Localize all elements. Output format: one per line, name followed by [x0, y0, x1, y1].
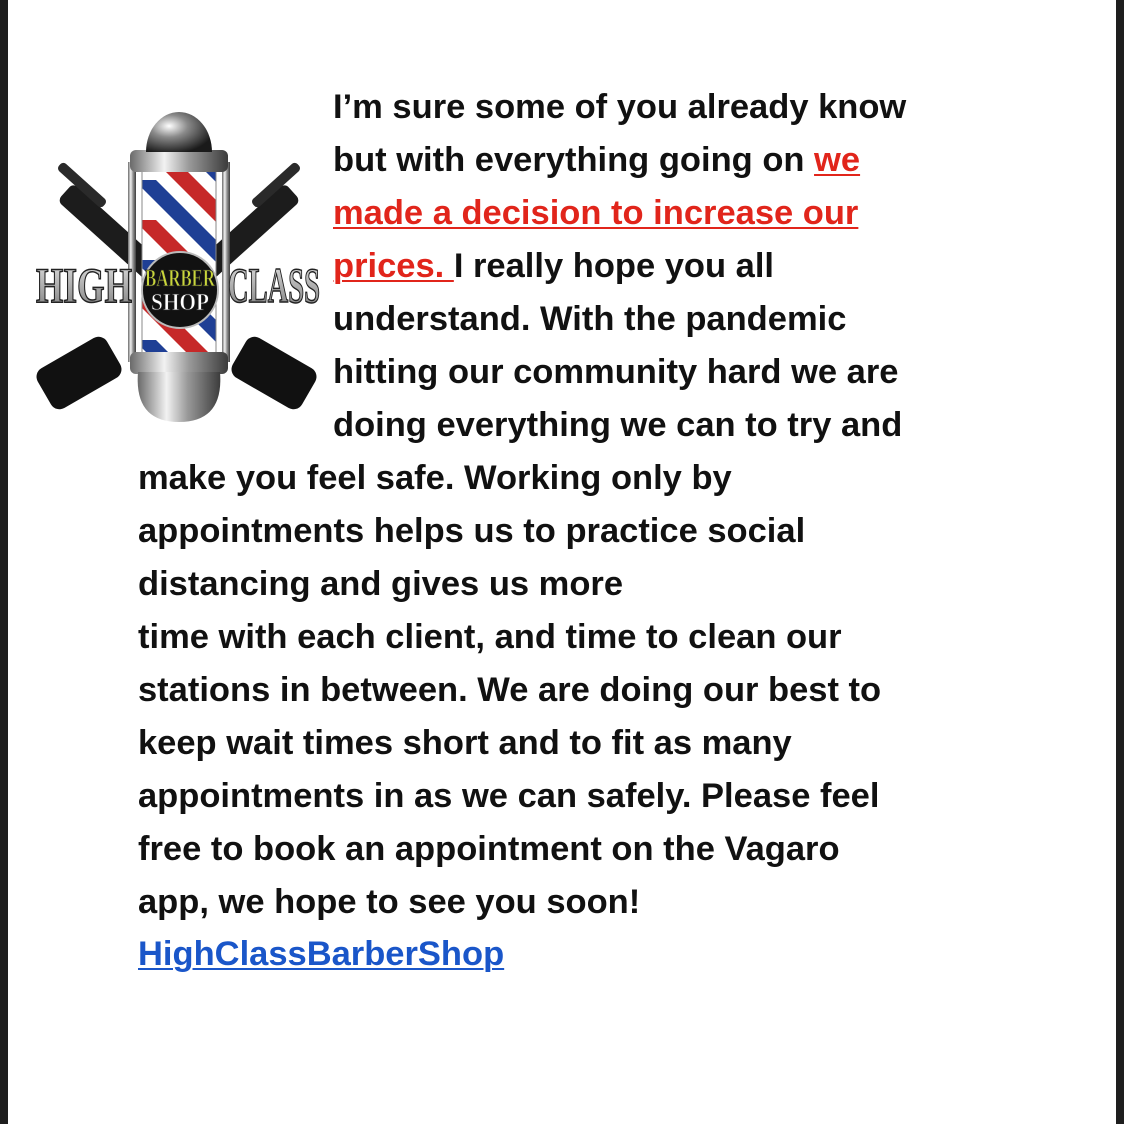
text-line-11: time with each client, and time to clean our [138, 618, 842, 656]
text-line-16: app, we hope to see you soon! [138, 883, 641, 921]
highlight-line-3: made a decision to increase our [333, 194, 859, 232]
text-line-2-plain: but with everything going on [333, 141, 815, 179]
right-border [1116, 0, 1124, 1124]
logo-high-word: HIGH [36, 257, 133, 313]
text-line-5: understand. With the pandemic [333, 300, 847, 338]
text-line-10: distancing and gives us more [138, 565, 624, 603]
left-border [0, 0, 8, 1124]
text-line-13: keep wait times short and to fit as many [138, 724, 792, 762]
logo-shop-word: SHOP [151, 290, 209, 316]
text-line-14: appointments in as we can safely. Please feel [138, 777, 880, 815]
highlight-we: we [814, 141, 861, 179]
highlight-prices: prices. [333, 247, 454, 285]
text-line-1: I’m sure some of you already know [333, 88, 907, 126]
logo-barber-word: BARBER [145, 266, 216, 292]
text-line-12: stations in between. We are doing our best to [138, 671, 882, 709]
text-line-9: appointments helps us to practice social [138, 512, 806, 550]
text-line-6: hitting our community hard we are [333, 353, 899, 391]
text-line-2 [333, 139, 860, 181]
text-line-15: free to book an appointment on the Vagaro [138, 830, 840, 868]
barber-pole-logo [34, 100, 324, 425]
logo-class-word: CLASS [228, 257, 320, 313]
text-line-8: make you feel safe. Working only by [138, 459, 732, 497]
text-line-4 [333, 245, 774, 287]
signature-link[interactable]: HighClassBarberShop [138, 935, 505, 973]
text-line-4-plain: I really hope you all [453, 247, 775, 285]
text-line-7: doing everything we can to try and [333, 406, 903, 444]
barber-pole-icon [34, 100, 324, 425]
